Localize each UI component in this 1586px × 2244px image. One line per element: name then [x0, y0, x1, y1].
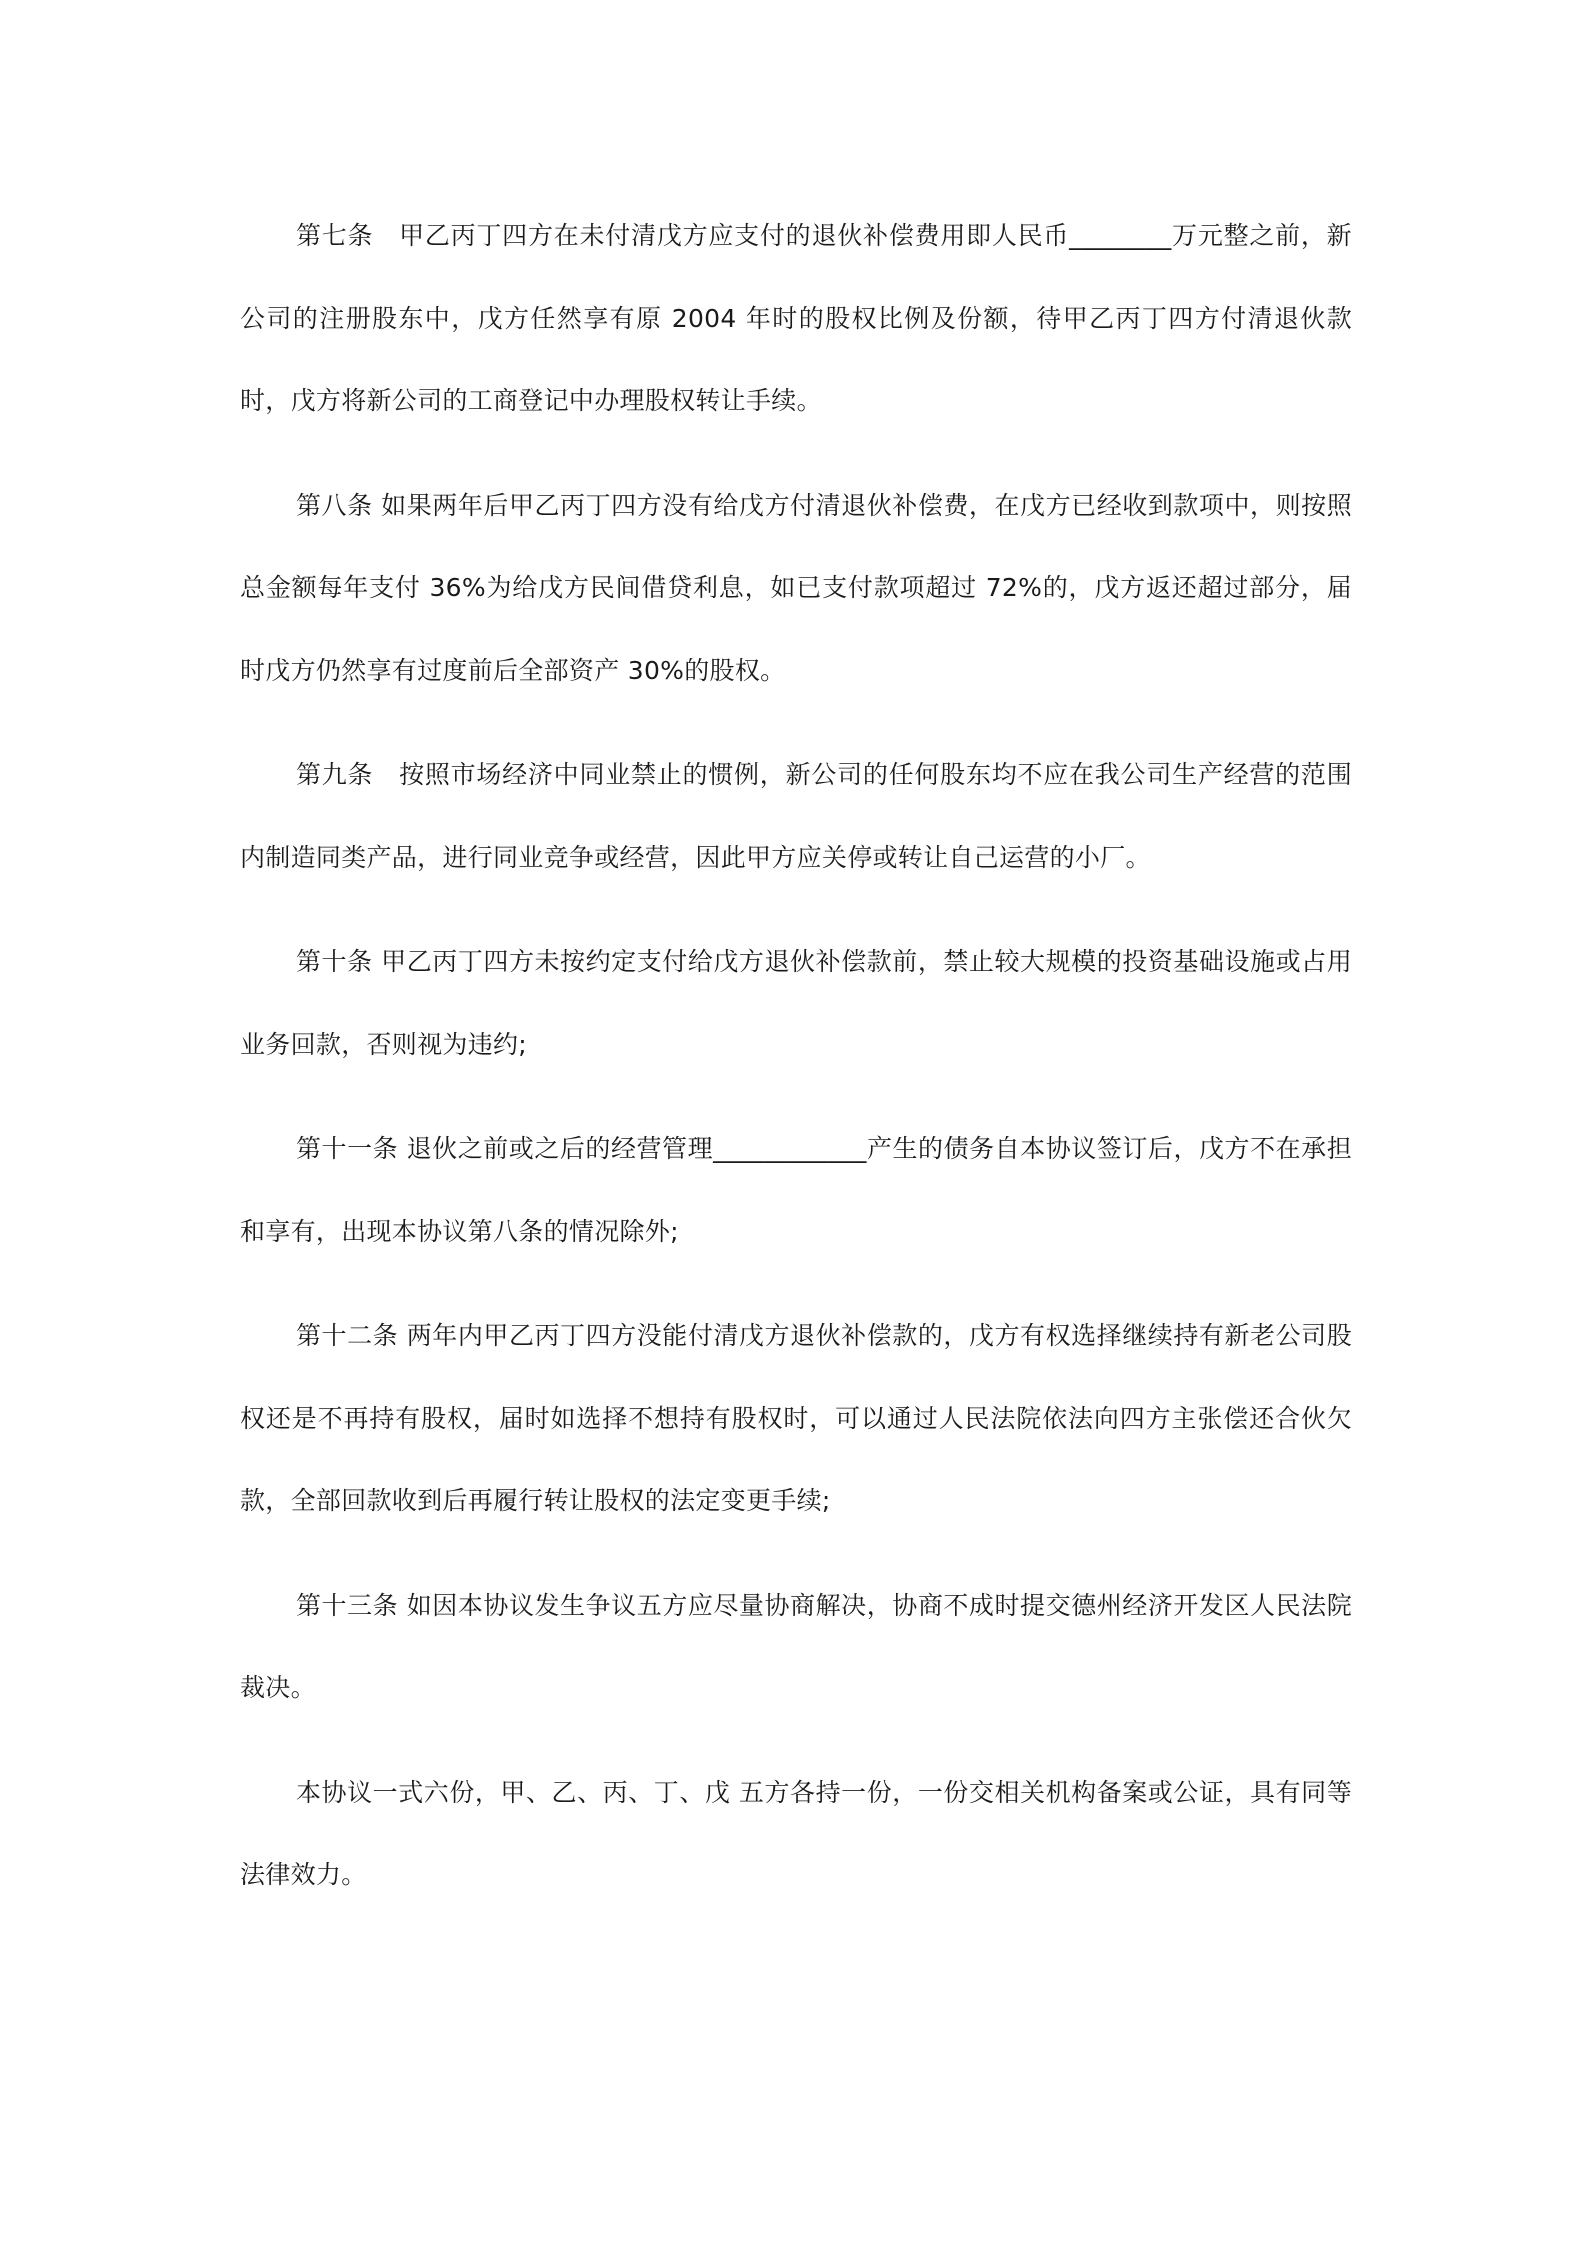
article-11-paragraph: 第十一条 退伙之前或之后的经营管理____________产生的债务自本协议签订后，戊方不在承担和享有，出现本协议第八条的情况除外;: [240, 1134, 1352, 1246]
article-7-paragraph: 第七条 甲乙丙丁四方在未付清戊方应支付的退伙补偿费用即人民币________万元整之前，新公司的注册股东中，戊方任然享有原 2004 年时的股权比例及份额，待甲乙丙丁四方付清退伙款时，戊方将新公司的工商登记中办理股权转让手续。: [240, 221, 1352, 415]
article-13-paragraph: 第十三条 如因本协议发生争议五方应尽量协商解决，协商不成时提交德州经济开发区人民法院裁决。: [240, 1590, 1352, 1702]
article-8-paragraph: 第八条 如果两年后甲乙丙丁四方没有给戊方付清退伙补偿费，在戊方已经收到款项中，则按照总金额每年支付 36%为给戊方民间借贷利息，如已支付款项超过 72%的，戊方返还超过部分，届时戊方仍然享有过度前后全部资产 30%的股权。: [240, 490, 1352, 685]
article-12-paragraph: 第十二条 两年内甲乙丙丁四方没能付清戊方退伙补偿款的，戊方有权选择继续持有新老公司股权还是不再持有股权，届时如选择不想持有股权时，可以通过人民法院依法向四方主张偿还合伙欠款，全部回款收到后再履行转让股权的法定变更手续;: [240, 1321, 1352, 1515]
document-body: [240, 195, 1352, 1939]
article-10-paragraph: 第十条 甲乙丙丁四方未按约定支付给戊方退伙补偿款前，禁止较大规模的投资基础设施或占用业务回款，否则视为违约;: [240, 947, 1352, 1059]
closing-paragraph: 本协议一式六份，甲、乙、丙、丁、戊 五方各持一份，一份交相关机构备案或公证，具有同等法律效力。: [240, 1777, 1352, 1889]
article-9-paragraph: 第九条 按照市场经济中同业禁止的惯例，新公司的任何股东均不应在我公司生产经营的范围内制造同类产品，进行同业竞争或经营，因此甲方应关停或转让自己运营的小厂。: [240, 760, 1352, 872]
